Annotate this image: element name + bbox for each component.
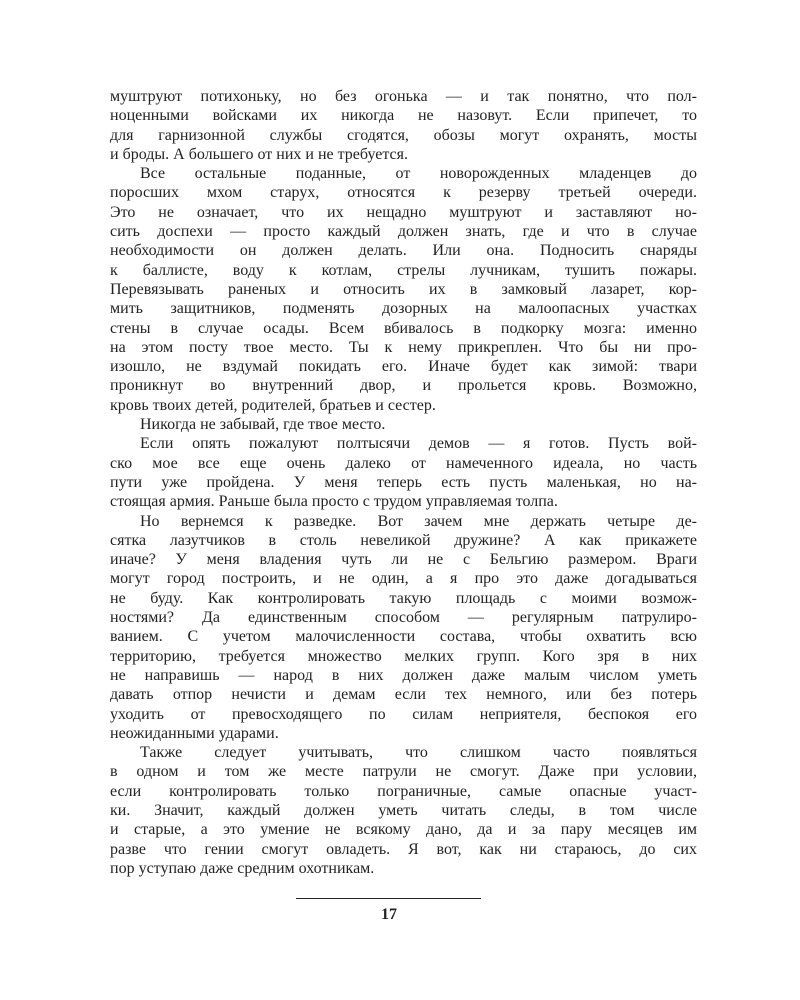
text-line: к баллисте, воду к котлам, стрелы лучникам, тушить пожары. <box>110 261 697 279</box>
text-line: Перевязывать раненых и относить их в замковый лазарет, кор- <box>110 280 697 298</box>
text-line: пор уступаю даже средним охотникам. <box>110 859 375 877</box>
text-line: мить защитников, подменять дозорных на малоопасных участках <box>110 300 697 318</box>
text-line: не направишь — народ в них должен даже малым числом уметь <box>110 666 697 684</box>
text-line: ноценными войсками их никогда не назовут. Если припечет, то <box>110 107 697 125</box>
text-line: сятка лазутчиков в столь невеликой дружине? А как прикажете <box>110 531 697 549</box>
text-line: стоящая армия. Раньше была просто с трудом управляемая толпа. <box>110 493 558 511</box>
text-line: стены в случае осады. Всем вбивалось в подкорку мозга: именно <box>110 319 697 337</box>
text-line: для гарнизонной службы сгодятся, обозы могут охранять, мосты <box>110 126 697 144</box>
footer-divider <box>296 898 481 899</box>
text-line: не буду. Как контролировать такую площадь с моими возмож- <box>110 589 697 607</box>
text-line: сить доспехи — просто каждый должен знать, где и что в случае <box>110 223 697 241</box>
paragraph <box>110 87 697 164</box>
text-line: Но вернемся к разведке. Вот зачем мне держать четыре де- <box>140 512 697 530</box>
text-line: ностями? Да единственным способом — регулярным патрулиро- <box>110 609 697 627</box>
text-line: территорию, требуется множество мелких групп. Кого зря в них <box>110 647 697 665</box>
text-line: ки. Значит, каждый должен уметь читать следы, в том числе <box>110 801 697 819</box>
text-line: ванием. С учетом малочисленности состава, чтобы охватить всю <box>110 628 697 646</box>
paragraph <box>110 415 697 434</box>
text-line: иначе? У меня владения чуть ли не с Бельгию размером. Враги <box>110 551 697 569</box>
text-line: проникнут во внутренний двор, и прольется кровь. Возможно, <box>110 377 697 395</box>
text-line: и броды. А большего от них и не требуется. <box>110 145 408 163</box>
text-line: давать отпор нечисти и демам если тех немного, или без потерь <box>110 686 697 704</box>
page-number: 17 <box>381 906 397 923</box>
text-line: кровь твоих детей, родителей, братьев и сестер. <box>110 396 436 414</box>
text-line: муштруют потихоньку, но без огонька — и так понятно, что пол- <box>110 88 697 105</box>
body-text <box>110 87 697 878</box>
text-line: уходить от превосходящего по силам неприятеля, беспокоя его <box>110 705 697 723</box>
text-line: поросших мхом старух, относятся к резерву третьей очереди. <box>110 184 697 202</box>
paragraph <box>110 512 697 744</box>
text-line: Это не означает, что их нещадно муштруют и заставляют но- <box>110 203 697 221</box>
paragraph <box>110 743 697 878</box>
text-line: если контролировать только пограничные, самые опасные участ- <box>110 782 697 800</box>
text-line: необходимости он должен делать. Или она. Подносить снаряды <box>110 242 697 260</box>
text-line: ско мое все еще очень далеко от намеченного идеала, но часть <box>110 454 697 472</box>
text-line: пути уже пройдена. У меня теперь есть пусть маленькая, но на- <box>110 473 697 491</box>
text-line: и старые, а это умение не всякому дано, да и за пару месяцев им <box>110 821 697 839</box>
text-line: изошло, не вздумай покидать его. Иначе будет как зимой: твари <box>110 358 697 376</box>
text-line: могут город построить, и не один, а я про это даже догадываться <box>110 570 697 588</box>
paragraph <box>110 164 697 415</box>
paragraph <box>110 434 697 511</box>
text-line: Все остальные поданные, от новорожденных младенцев до <box>140 165 697 183</box>
text-line: в одном и том же месте патрули не смогут. Даже при условии, <box>110 763 697 781</box>
text-line: Если опять пожалуют полтысячи демов — я готов. Пусть вой- <box>140 435 697 453</box>
text-line: Также следует учитывать, что слишком часто появляться <box>140 744 697 762</box>
text-line: Никогда не забывай, где твое место. <box>140 416 386 434</box>
text-line: на этом посту твое место. Ты к нему прикреплен. Что бы ни про- <box>110 338 697 356</box>
text-line: неожиданными ударами. <box>110 724 279 742</box>
text-line: разве что гении смогут овладеть. Я вот, как ни стараюсь, до сих <box>110 840 697 858</box>
